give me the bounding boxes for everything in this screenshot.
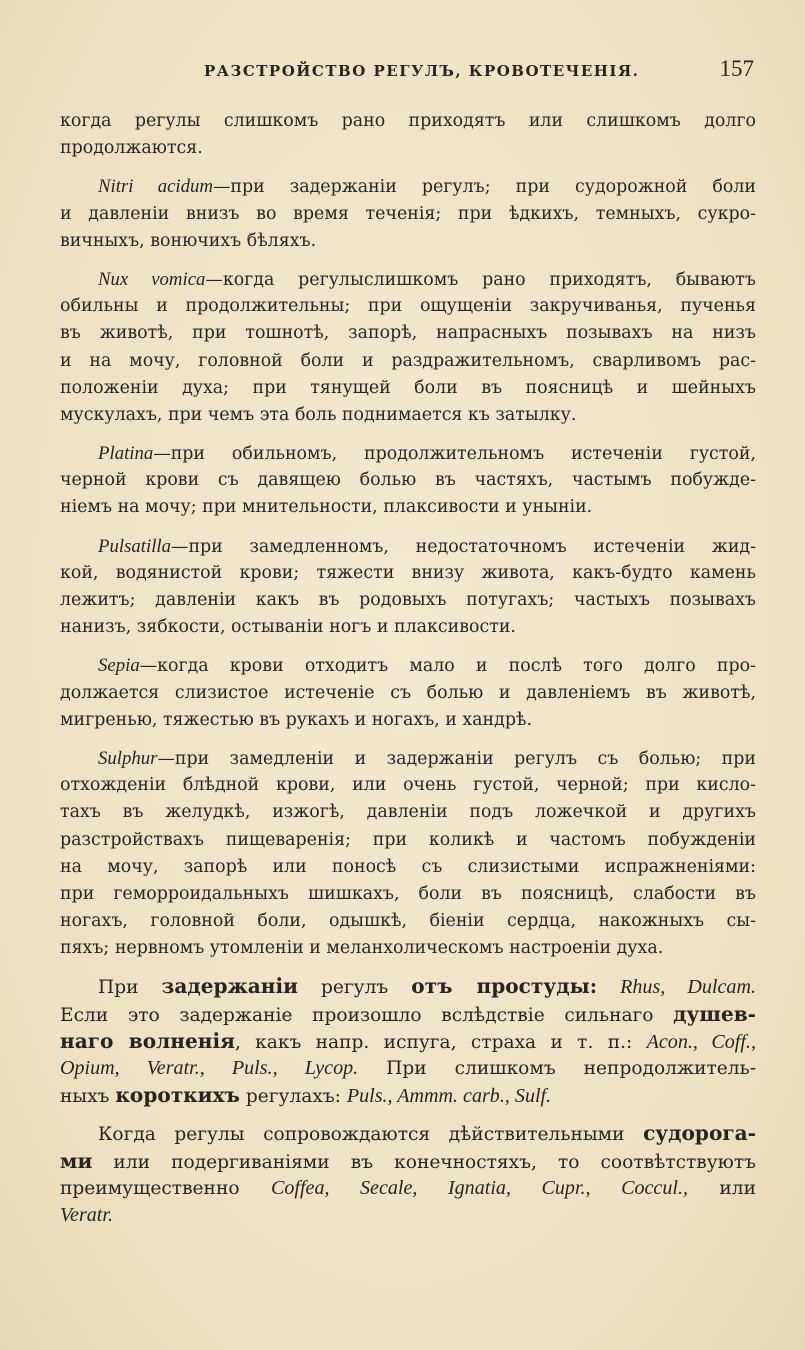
paragraph-pulsatilla bbox=[60, 533, 756, 642]
remedy-name: Sulphur bbox=[98, 747, 158, 769]
text-line: продолжаются. bbox=[60, 138, 203, 159]
text-line bbox=[60, 1082, 756, 1109]
text-span bbox=[597, 977, 620, 998]
text-line: въ животѣ, при тошнотѣ, запорѣ, напрасныхъ позывахъ на низъ bbox=[60, 323, 756, 344]
running-head: РАЗСТРОЙСТВО РЕГУЛЪ, КРОВОТЕЧЕНІЯ. bbox=[204, 62, 640, 80]
remedy-name: Platina bbox=[98, 443, 154, 465]
text-line: вичныхъ, вонючихъ бѣляхъ. bbox=[60, 230, 317, 251]
page-header bbox=[60, 56, 760, 86]
text-line bbox=[60, 973, 756, 1000]
text-line bbox=[60, 533, 756, 560]
text-line: должается слизистое истеченіе съ болью и давленіемъ въ животѣ, bbox=[60, 682, 756, 703]
text-line bbox=[60, 1148, 756, 1175]
remedy-name: Nitri acidum bbox=[98, 176, 213, 198]
emphasis-text: душев- bbox=[673, 1001, 756, 1026]
text-line: разстройствахъ пищеваренія; при коликѣ и частомъ побужденіи bbox=[60, 829, 756, 850]
text-span: регулъ bbox=[298, 977, 412, 999]
paragraph-summary-cramps bbox=[60, 1120, 756, 1229]
paragraph-platina bbox=[60, 440, 756, 522]
text-line: когда регулы слишкомъ рано приходятъ или слишкомъ долго bbox=[60, 111, 756, 131]
emphasis-text: ми bbox=[60, 1148, 93, 1173]
text-span: или подергиваніями въ конечностяхъ, то соотвѣтствуютъ bbox=[92, 1151, 756, 1173]
text-span: ныхъ bbox=[60, 1086, 116, 1108]
text-span: —при замедленномъ, недостаточномъ истеченіи жид- bbox=[171, 536, 756, 557]
text-line: нанизъ, зябкости, остываніи ногъ и плаксивости. bbox=[60, 617, 516, 638]
text-line bbox=[60, 1028, 756, 1055]
text-span: регулахъ: bbox=[239, 1086, 347, 1108]
text-span: —при обильномъ, продолжительномъ истеченіи густой, bbox=[153, 444, 756, 465]
text-line: обильны и продолжительны; при ощущеніи закручиванья, пученья bbox=[60, 296, 756, 317]
remedy-name: Opium, Veratr., Puls., Lycop. bbox=[60, 1057, 359, 1079]
text-span: —когда крови отходитъ мало и послѣ того долго про- bbox=[139, 656, 756, 677]
remedy-name: Puls., Ammm. carb., Sulf. bbox=[346, 1085, 552, 1108]
emphasis-text: судорога- bbox=[643, 1121, 756, 1146]
text-line bbox=[60, 1120, 756, 1147]
text-span: Если это задержаніе произошло вслѣдствіе сильнаго bbox=[60, 1004, 674, 1026]
page-number: 157 bbox=[719, 56, 754, 81]
text-line: тахъ въ желудкѣ, изжогѣ, давленіи подъ ложечкой и другихъ bbox=[60, 802, 756, 823]
text-line bbox=[60, 1175, 756, 1202]
text-line bbox=[60, 1001, 756, 1028]
paragraph-intro bbox=[60, 108, 756, 162]
text-line: и на мочу, головной боли и раздражительномъ, сварливомъ рас- bbox=[60, 350, 756, 371]
text-line bbox=[60, 266, 756, 293]
text-span: , какъ напр. испуга, страха и т. п.: bbox=[234, 1031, 647, 1053]
text-line: отхожденіи блѣдной крови, или очень густой, черной; при кисло- bbox=[60, 775, 756, 796]
text-line: лежитъ; давленіи какъ въ родовыхъ потугахъ; частыхъ позывахъ bbox=[60, 590, 756, 610]
text-span: При слишкомъ непродолжитель- bbox=[358, 1058, 756, 1079]
remedy-name: Nux vomica bbox=[98, 268, 206, 290]
text-span: При bbox=[98, 977, 162, 999]
text-line bbox=[60, 173, 756, 200]
text-line: черной крови съ давящею болью въ частяхъ, частымъ побужде- bbox=[60, 470, 756, 491]
paragraph-sulphur bbox=[60, 745, 756, 963]
text-span: —когда регулыслишкомъ рано приходятъ, бываютъ bbox=[205, 269, 756, 290]
text-line bbox=[60, 1055, 756, 1082]
text-line bbox=[60, 745, 756, 772]
emphasis-text: задержаніи bbox=[161, 974, 299, 999]
text-span: —при задержаніи регулъ; при судорожной боли bbox=[212, 177, 756, 198]
remedy-name: Sepia bbox=[98, 655, 140, 677]
text-line: положеніи духа; при тянущей боли въ поясницѣ и шейныхъ bbox=[60, 377, 756, 398]
emphasis-text: наго волненія bbox=[60, 1028, 235, 1053]
remedy-name: Coffea, Secale, Ignatia, Cupr., Coccul., bbox=[270, 1176, 688, 1199]
text-line bbox=[60, 1202, 756, 1229]
text-line: кой, водянистой крови; тяжести внизу живота, какъ-будто камень bbox=[60, 562, 756, 583]
remedy-name: Rhus, Dulcam. bbox=[620, 976, 756, 999]
text-span: или bbox=[688, 1177, 756, 1199]
text-line: ніемъ на мочу; при мнительности, плаксивости и уныніи. bbox=[60, 497, 593, 518]
paragraph-nitri-acidum bbox=[60, 173, 756, 255]
body-text bbox=[60, 108, 756, 1240]
text-line: мускулахъ, при чемъ эта боль поднимается къ затылку. bbox=[60, 404, 577, 425]
text-line: мигренью, тяжестью въ рукахъ и ногахъ, и хандрѣ. bbox=[60, 709, 533, 730]
emphasis-text: отъ простуды: bbox=[411, 974, 598, 999]
text-line: и давленіи внизъ во время теченія; при ѣдкихъ, темныхъ, сукро- bbox=[60, 203, 756, 224]
text-line: при геморроидальныхъ шишкахъ, боли въ поясницѣ, слабости въ bbox=[60, 883, 756, 904]
remedy-name: Acon., Coff., bbox=[646, 1030, 756, 1053]
text-line: пяхъ; нервномъ утомленіи и меланхолическомъ настроеніи духа. bbox=[60, 938, 664, 959]
remedy-name: Pulsatilla bbox=[98, 535, 172, 557]
text-span: преимущественно bbox=[60, 1177, 271, 1199]
text-span: Когда регулы сопровождаются дѣйствительными bbox=[98, 1124, 644, 1146]
remedy-name: Veratr. bbox=[60, 1203, 113, 1226]
text-line bbox=[60, 652, 756, 679]
paragraph-sepia bbox=[60, 652, 756, 734]
emphasis-text: короткихъ bbox=[115, 1083, 240, 1108]
text-line: на мочу, запорѣ или поносѣ съ слизистыми испражненіями: bbox=[60, 856, 756, 877]
text-line: ногахъ, головной боли, одышкѣ, біеніи сердца, накожныхъ сы- bbox=[60, 911, 756, 932]
text-span: —при замедленіи и задержаніи регулъ съ болью; при bbox=[157, 748, 756, 769]
paragraph-summary-causes bbox=[60, 973, 756, 1109]
text-line bbox=[60, 440, 756, 467]
paragraph-nux-vomica bbox=[60, 266, 756, 429]
